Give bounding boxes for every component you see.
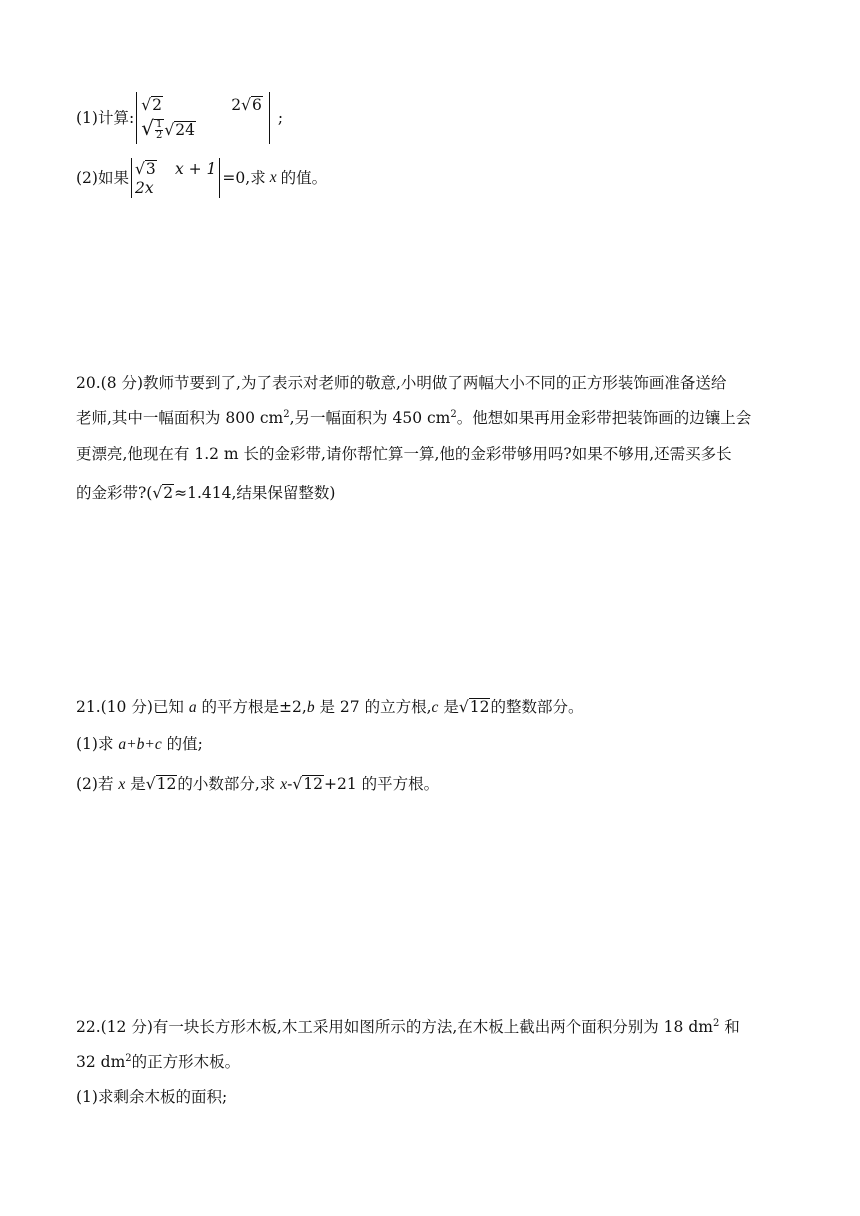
determinant-2 [131, 158, 220, 198]
sqrt-12-b: √12 [145, 775, 177, 793]
det2-a: √3 [134, 159, 156, 178]
q20-line3: 更漂亮,他现在有 1.2 m 长的金彩带,请你帮忙算一算,他的金彩带够用吗?如果不够用,还需买多长 [76, 445, 732, 463]
q19-part2-end: 的值。 [280, 169, 328, 187]
sqrt-12-c: √12 [292, 775, 324, 793]
q19-part2 [76, 158, 327, 198]
q22-line2: 32 $dm^2$的正方形木板。 [76, 1052, 241, 1071]
q21-line1: 21.(10 分)已知 a 的平方根是±2,b 是 27 的立方根,c 是√12的整数部分。 [76, 698, 584, 716]
sqrt-2: √2 [152, 484, 174, 502]
q22-line1: 22.(12 分)有一块长方形木板,木工采用如图所示的方法,在木板上截出两个面积分别为 18 $dm^2$ 和 [76, 1017, 740, 1036]
q20-line4: 的金彩带?(√2≈1.414,结果保留整数) [76, 484, 336, 502]
q20-line2: 老师,其中一幅面积为 800 $cm^2$,另一幅面积为 450 $cm^2$。他想如果再用金彩带把装饰画的边镶上会 [76, 408, 752, 427]
sqrt-12: √12 [458, 698, 490, 716]
q19-part1 [76, 92, 283, 144]
q19-part2-suffix: =0,求 [222, 169, 266, 187]
det1-b: 2√6 [231, 96, 262, 114]
q21-part1: (1)求 a+b+c 的值; [76, 735, 203, 753]
determinant-1 [136, 92, 270, 144]
q22-part1: (1)求剩余木板的面积; [76, 1088, 228, 1106]
det1-a: √2 [141, 96, 162, 114]
q19-part1-suffix: ; [277, 109, 284, 127]
q19-part2-var: x [269, 169, 277, 186]
q19-part1-prefix: (1)计算: [76, 109, 135, 127]
det2-c: 2x [134, 178, 154, 197]
q19-part2-prefix: (2)如果 [76, 169, 129, 187]
q21-part2: (2)若 x 是√12的小数部分,求 x-√12+21 的平方根。 [76, 775, 440, 793]
det1-c: √ $\frac{1}{2}$ √24 [141, 115, 195, 142]
det2-b: x + 1 [174, 159, 217, 178]
q20-line1: 20.(8 分)教师节要到了,为了表示对老师的敬意,小明做了两幅大小不同的正方形装饰画准备送给 [76, 374, 727, 392]
